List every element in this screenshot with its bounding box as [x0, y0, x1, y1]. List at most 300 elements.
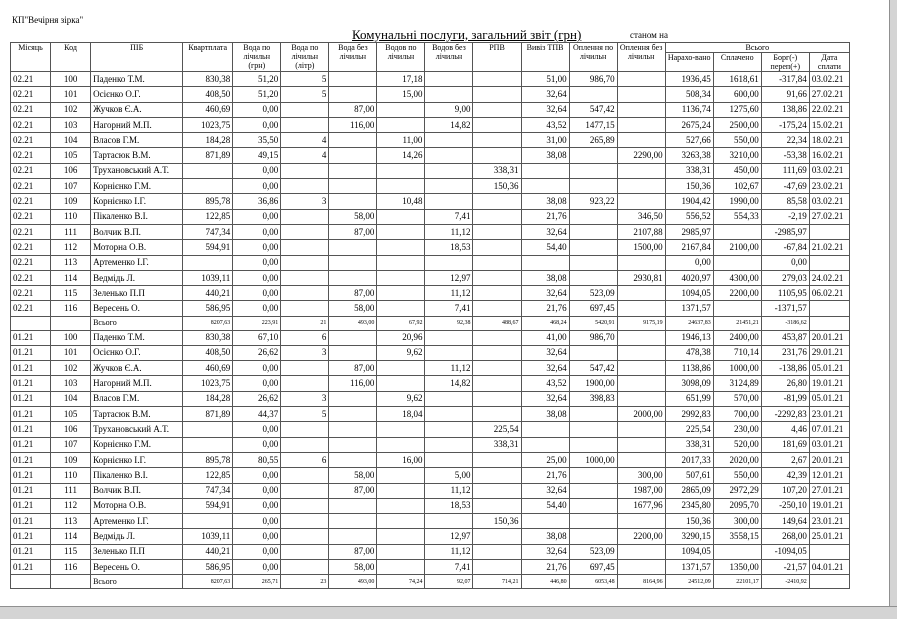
table-cell: 101: [51, 345, 91, 360]
table-cell: 586,95: [183, 301, 233, 316]
table-cell: 14,26: [377, 148, 425, 163]
table-cell: 279,03: [761, 270, 809, 285]
table-cell: [377, 544, 425, 559]
table-cell: 550,00: [713, 468, 761, 483]
table-cell: [425, 255, 473, 270]
table-cell: [281, 560, 329, 575]
table-cell: 0,00: [233, 529, 281, 544]
table-cell: 67,10: [233, 330, 281, 345]
table-cell: [617, 87, 665, 102]
table-cell: 109: [51, 452, 91, 467]
table-cell: 107: [51, 179, 91, 194]
table-cell: 550,00: [713, 133, 761, 148]
table-cell: 4300,00: [713, 270, 761, 285]
total-cell: -2410,92: [761, 575, 809, 589]
table-cell: 10,48: [377, 194, 425, 209]
table-cell: 02.21: [11, 301, 51, 316]
table-cell: [425, 452, 473, 467]
table-cell: 338,31: [473, 437, 521, 452]
table-cell: 3: [281, 194, 329, 209]
table-cell: 23.01.21: [809, 407, 849, 422]
table-cell: Зеленько П.П: [91, 544, 183, 559]
table-cell: 0,00: [233, 483, 281, 498]
table-cell: [377, 437, 425, 452]
table-row: [11, 376, 850, 391]
table-cell: [521, 437, 569, 452]
table-cell: 02.21: [11, 87, 51, 102]
table-cell: 181,69: [761, 437, 809, 452]
table-row: [11, 286, 850, 301]
table-cell: 36,86: [233, 194, 281, 209]
table-cell: -175,24: [761, 117, 809, 132]
table-cell: [329, 529, 377, 544]
table-cell: 523,09: [569, 286, 617, 301]
table-row: [11, 560, 850, 575]
table-cell: [617, 452, 665, 467]
table-cell: 32,64: [521, 286, 569, 301]
table-cell: 570,00: [713, 391, 761, 406]
table-cell: [377, 422, 425, 437]
table-cell: 87,00: [329, 286, 377, 301]
as-of-label: станом на: [630, 30, 668, 40]
table-cell: [281, 117, 329, 132]
table-cell: [281, 240, 329, 255]
table-cell: 1023,75: [183, 117, 233, 132]
table-cell: 0,00: [233, 437, 281, 452]
org-name: КП"Вечірня зірка": [12, 15, 84, 25]
table-cell: Зеленько П.П: [91, 286, 183, 301]
table-cell: 3558,15: [713, 529, 761, 544]
table-cell: [329, 133, 377, 148]
table-cell: 113: [51, 514, 91, 529]
table-cell: 58,00: [329, 560, 377, 575]
table-cell: 44,37: [233, 407, 281, 422]
table-cell: -2985,97: [761, 224, 809, 239]
table-cell: 2865,09: [665, 483, 713, 498]
table-cell: [473, 209, 521, 224]
table-row: [11, 437, 850, 452]
table-cell: 01.21: [11, 498, 51, 513]
table-cell: -2292,83: [761, 407, 809, 422]
table-cell: [281, 437, 329, 452]
table-cell: 01.21: [11, 391, 51, 406]
table-cell: Вересень О.: [91, 560, 183, 575]
total-cell: 265,71: [233, 575, 281, 589]
table-cell: 830,38: [183, 72, 233, 87]
table-cell: 1936,45: [665, 72, 713, 87]
table-cell: 7,41: [425, 209, 473, 224]
table-cell: Власов Г.М.: [91, 133, 183, 148]
col-heat-nometer: Оплення без лічильн: [617, 43, 665, 72]
table-cell: 3124,89: [713, 376, 761, 391]
table-cell: 0,00: [233, 255, 281, 270]
table-cell: 300,00: [713, 514, 761, 529]
table-cell: 02.21: [11, 286, 51, 301]
table-cell: 112: [51, 240, 91, 255]
table-header: [11, 43, 850, 72]
total-cell: 8207,63: [183, 316, 233, 330]
table-cell: [473, 240, 521, 255]
table-cell: 460,69: [183, 361, 233, 376]
table-cell: [569, 407, 617, 422]
table-cell: [425, 422, 473, 437]
table-cell: 408,50: [183, 345, 233, 360]
table-cell: [377, 179, 425, 194]
table-cell: 2675,24: [665, 117, 713, 132]
table-cell: 556,52: [665, 209, 713, 224]
table-cell: 02.21: [11, 179, 51, 194]
table-cell: Артеменко І.Г.: [91, 514, 183, 529]
table-cell: [473, 407, 521, 422]
table-cell: [617, 514, 665, 529]
table-cell: [329, 422, 377, 437]
table-cell: [617, 102, 665, 117]
table-cell: 440,21: [183, 544, 233, 559]
table-cell: 106: [51, 422, 91, 437]
table-cell: 31,00: [521, 133, 569, 148]
table-cell: [281, 498, 329, 513]
table-cell: 11,12: [425, 483, 473, 498]
table-cell: [377, 286, 425, 301]
table-cell: 0,00: [233, 102, 281, 117]
table-cell: 21,76: [521, 301, 569, 316]
table-cell: [281, 544, 329, 559]
table-cell: [377, 224, 425, 239]
table-cell: 0,00: [233, 301, 281, 316]
table-cell: 1946,13: [665, 330, 713, 345]
table-cell: 32,64: [521, 391, 569, 406]
table-cell: 1094,05: [665, 286, 713, 301]
table-cell: [281, 270, 329, 285]
table-cell: 11,12: [425, 544, 473, 559]
table-cell: Осієнко О.Г.: [91, 345, 183, 360]
table-cell: 87,00: [329, 102, 377, 117]
table-cell: [569, 422, 617, 437]
table-cell: 24.02.21: [809, 270, 849, 285]
table-cell: 14,82: [425, 117, 473, 132]
table-cell: 3290,15: [665, 529, 713, 544]
table-row: [11, 498, 850, 513]
table-cell: 1371,57: [665, 301, 713, 316]
table-cell: Ведмідь Л.: [91, 270, 183, 285]
table-cell: [281, 422, 329, 437]
table-cell: 26,80: [761, 376, 809, 391]
table-cell: [521, 422, 569, 437]
table-cell: 3210,00: [713, 148, 761, 163]
table-cell: 2930,81: [617, 270, 665, 285]
table-cell: [377, 483, 425, 498]
table-cell: 20.01.21: [809, 330, 849, 345]
table-cell: 02.21: [11, 72, 51, 87]
table-cell: 0,00: [233, 163, 281, 178]
table-row: [11, 452, 850, 467]
table-row: [11, 209, 850, 224]
table-row: [11, 270, 850, 285]
table-cell: 2992,83: [665, 407, 713, 422]
table-cell: 1105,95: [761, 286, 809, 301]
table-cell: [329, 514, 377, 529]
table-cell: 0,00: [233, 422, 281, 437]
table-cell: 01.21: [11, 345, 51, 360]
table-cell: 527,66: [665, 133, 713, 148]
total-cell: 21451,21: [713, 316, 761, 330]
table-cell: [377, 255, 425, 270]
table-cell: 150,36: [473, 514, 521, 529]
table-cell: 23.02.21: [809, 179, 849, 194]
table-row: [11, 102, 850, 117]
table-cell: 697,45: [569, 301, 617, 316]
table-cell: 871,89: [183, 148, 233, 163]
table-cell: 17,18: [377, 72, 425, 87]
table-cell: 2000,00: [617, 407, 665, 422]
table-cell: 116: [51, 560, 91, 575]
table-cell: 41,00: [521, 330, 569, 345]
table-cell: 1904,42: [665, 194, 713, 209]
table-cell: [377, 209, 425, 224]
table-cell: 26,62: [233, 345, 281, 360]
table-cell: [569, 255, 617, 270]
page-edge-bottom: [0, 606, 897, 619]
table-cell: 0,00: [233, 240, 281, 255]
table-cell: [809, 301, 849, 316]
total-cell: 67,92: [377, 316, 425, 330]
table-cell: Пікаленко В.І.: [91, 209, 183, 224]
table-cell: [617, 391, 665, 406]
table-cell: 508,34: [665, 87, 713, 102]
total-cell: [809, 316, 849, 330]
table-cell: Пікаленко В.І.: [91, 468, 183, 483]
table-cell: [569, 483, 617, 498]
table-cell: Артеменко І.Г.: [91, 255, 183, 270]
table-cell: 478,38: [665, 345, 713, 360]
table-cell: [617, 361, 665, 376]
table-cell: [377, 270, 425, 285]
table-cell: 2167,84: [665, 240, 713, 255]
table-cell: [617, 345, 665, 360]
table-cell: 25.01.21: [809, 529, 849, 544]
table-cell: 20.01.21: [809, 452, 849, 467]
table-cell: 58,00: [329, 209, 377, 224]
table-cell: [569, 270, 617, 285]
table-cell: 594,91: [183, 240, 233, 255]
total-cell: 488,67: [473, 316, 521, 330]
total-cell: 6053,48: [569, 575, 617, 589]
table-cell: 02.21: [11, 240, 51, 255]
table-cell: 1477,15: [569, 117, 617, 132]
table-row: [11, 514, 850, 529]
table-cell: [473, 72, 521, 87]
table-cell: 01.21: [11, 468, 51, 483]
table-cell: [425, 179, 473, 194]
table-cell: 25,00: [521, 452, 569, 467]
table-row: [11, 422, 850, 437]
table-cell: 02.21: [11, 270, 51, 285]
table-cell: 2017,33: [665, 452, 713, 467]
table-cell: [473, 194, 521, 209]
table-cell: 105: [51, 148, 91, 163]
table-cell: Тартасюк В.М.: [91, 148, 183, 163]
table-cell: 0,00: [233, 544, 281, 559]
table-cell: 113: [51, 255, 91, 270]
table-cell: 102: [51, 102, 91, 117]
table-cell: 18,53: [425, 240, 473, 255]
table-cell: 111: [51, 224, 91, 239]
table-cell: 15.02.21: [809, 117, 849, 132]
col-group-total: Всього: [665, 43, 849, 53]
table-cell: 54,40: [521, 240, 569, 255]
table-cell: [425, 437, 473, 452]
table-cell: 01.21: [11, 376, 51, 391]
table-cell: 18.02.21: [809, 133, 849, 148]
table-cell: 20,96: [377, 330, 425, 345]
total-cell: 468,24: [521, 316, 569, 330]
table-cell: 01.21: [11, 361, 51, 376]
table-cell: 02.21: [11, 224, 51, 239]
col-rent: Квартплата: [183, 43, 233, 72]
table-cell: [377, 163, 425, 178]
total-cell: [51, 316, 91, 330]
table-cell: 51,20: [233, 87, 281, 102]
col-debt: Борг(-) переп(+): [761, 53, 809, 72]
table-row: [11, 87, 850, 102]
table-cell: 21,76: [521, 560, 569, 575]
table-cell: 115: [51, 286, 91, 301]
table-cell: [183, 163, 233, 178]
table-cell: 114: [51, 270, 91, 285]
total-cell: 92,38: [425, 316, 473, 330]
col-code: Код: [51, 43, 91, 72]
table-cell: [473, 498, 521, 513]
col-paydate: Дата сплати: [809, 53, 849, 72]
table-cell: -81,99: [761, 391, 809, 406]
total-cell: 5420,91: [569, 316, 617, 330]
table-cell: [617, 422, 665, 437]
table-cell: 2985,97: [665, 224, 713, 239]
table-cell: [425, 407, 473, 422]
table-cell: [521, 514, 569, 529]
table-cell: [569, 514, 617, 529]
table-cell: [329, 255, 377, 270]
table-cell: [569, 498, 617, 513]
table-cell: -138,86: [761, 361, 809, 376]
table-cell: [617, 301, 665, 316]
table-cell: [569, 163, 617, 178]
table-cell: 58,00: [329, 468, 377, 483]
table-cell: 2100,00: [713, 240, 761, 255]
table-cell: [521, 163, 569, 178]
table-cell: Нагорний М.П.: [91, 117, 183, 132]
table-cell: Корнієнко І.Г.: [91, 194, 183, 209]
table-cell: 7,41: [425, 560, 473, 575]
table-cell: 2200,00: [617, 529, 665, 544]
table-cell: [281, 179, 329, 194]
total-cell: 714,21: [473, 575, 521, 589]
total-cell: Всього: [91, 316, 183, 330]
total-cell: 8164,96: [617, 575, 665, 589]
table-cell: Моторна О.В.: [91, 498, 183, 513]
table-cell: 9,62: [377, 391, 425, 406]
table-cell: [569, 345, 617, 360]
table-cell: 102,67: [713, 179, 761, 194]
col-water-meter-uah: Вода по лічильн (грн): [233, 43, 281, 72]
table-cell: 150,36: [665, 514, 713, 529]
total-cell: 23: [281, 575, 329, 589]
table-cell: 265,89: [569, 133, 617, 148]
table-cell: -250,10: [761, 498, 809, 513]
table-cell: [809, 544, 849, 559]
table-cell: 0,00: [233, 179, 281, 194]
table-cell: [377, 117, 425, 132]
table-cell: [569, 468, 617, 483]
table-cell: 554,33: [713, 209, 761, 224]
table-cell: 02.21: [11, 209, 51, 224]
table-cell: 87,00: [329, 361, 377, 376]
table-cell: [183, 437, 233, 452]
table-cell: 110: [51, 468, 91, 483]
table-cell: 1039,11: [183, 529, 233, 544]
total-cell: 24512,09: [665, 575, 713, 589]
table-cell: 600,00: [713, 87, 761, 102]
table-cell: Паденко Т.М.: [91, 330, 183, 345]
table-cell: -53,38: [761, 148, 809, 163]
table-cell: 1350,00: [713, 560, 761, 575]
table-cell: 115: [51, 544, 91, 559]
table-cell: [713, 301, 761, 316]
table-cell: 19.01.21: [809, 376, 849, 391]
table-cell: [425, 330, 473, 345]
table-cell: [281, 514, 329, 529]
table-cell: 38,08: [521, 194, 569, 209]
table-cell: 338,31: [665, 437, 713, 452]
table-cell: 2972,29: [713, 483, 761, 498]
table-cell: [329, 345, 377, 360]
table-cell: 14,82: [425, 376, 473, 391]
table-cell: 122,85: [183, 209, 233, 224]
table-cell: [617, 255, 665, 270]
table-row: [11, 224, 850, 239]
col-tpv: Вивіз ТПВ: [521, 43, 569, 72]
table-cell: [809, 224, 849, 239]
table-cell: 21,76: [521, 209, 569, 224]
table-cell: 01.21: [11, 437, 51, 452]
table-cell: [377, 102, 425, 117]
table-cell: 1000,00: [713, 361, 761, 376]
table-cell: 0,00: [233, 376, 281, 391]
table-cell: 01.21: [11, 560, 51, 575]
table-cell: [569, 179, 617, 194]
table-cell: 346,50: [617, 209, 665, 224]
table-cell: 300,00: [617, 468, 665, 483]
table-cell: 986,70: [569, 72, 617, 87]
total-cell: 22101,17: [713, 575, 761, 589]
table-cell: 38,08: [521, 529, 569, 544]
report-title: Комунальні послуги, загальний звіт (грн): [352, 27, 582, 42]
table-cell: 149,64: [761, 514, 809, 529]
table-row: [11, 391, 850, 406]
table-cell: 11,12: [425, 224, 473, 239]
table-cell: [425, 514, 473, 529]
table-cell: -1371,57: [761, 301, 809, 316]
table-cell: 1136,74: [665, 102, 713, 117]
table-cell: [713, 255, 761, 270]
table-cell: [473, 468, 521, 483]
total-cell: [809, 575, 849, 589]
table-cell: 2290,00: [617, 148, 665, 163]
total-cell: 446,80: [521, 575, 569, 589]
table-cell: [569, 87, 617, 102]
table-cell: Корнієнко Г.М.: [91, 437, 183, 452]
table-cell: 0,00: [761, 255, 809, 270]
